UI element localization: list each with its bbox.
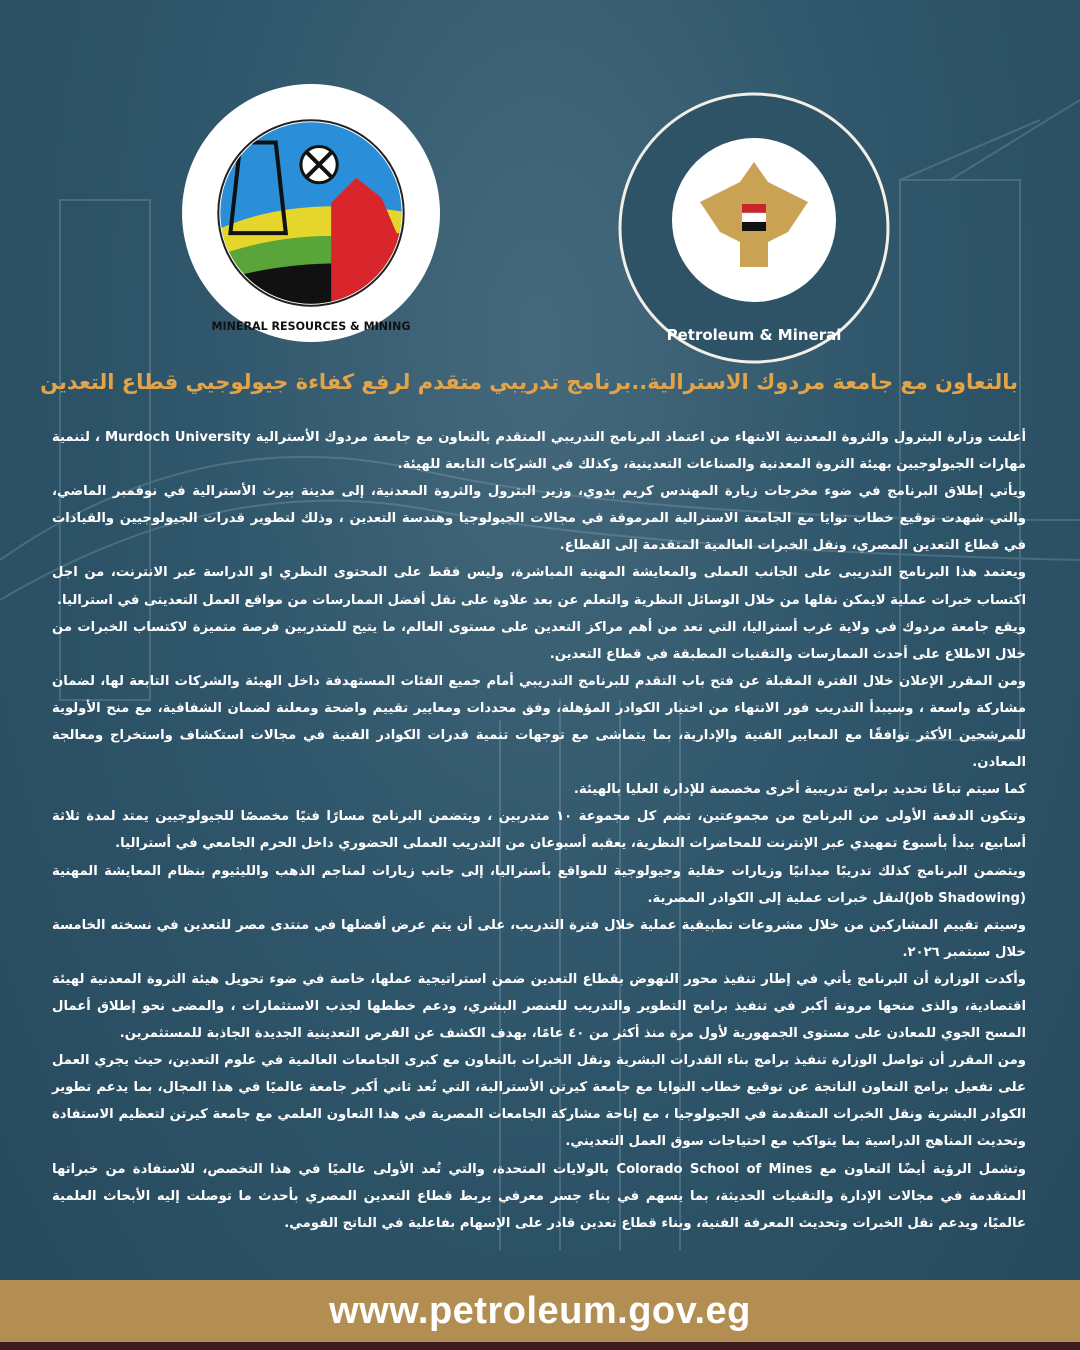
bottom-strip <box>0 1342 1080 1350</box>
paragraph: أعلنت وزارة البترول والثروة المعدنية الانتهاء من اعتماد البرنامج التدريبي المتقدم بالتعاون مع جامعة مردوك الأسترالية Murdoch University ، لتنمية مهارات الجيولوجيين بهيئة الثروة المعدنية والصناعات التعدينية، وكذلك في الشركات التابعة للهيئة. <box>52 430 1027 473</box>
paragraph: وتشمل الرؤية أيضًا التعاون مع Colorado School of Mines بالولايات المتحدة، والتي تُعد الأولى عالميًا في هذا التخصص، للاستفادة من خبراتها المتقدمة في مجالات الإدارة والتقنيات الحديثة، بما يسهم في بناء جسر معرفي يربط قطاع التعدين المصري بأحدث ما توصلت إليه الأبحاث العلمية عالميًا، ويدعم نقل الخبرات وتحديث المعرفة الفنية، وبناء قطاع تعدين قادر على الإسهام بفاعلية في الناتج القومي. <box>52 1161 1026 1231</box>
paragraph: ومن المقرر الإعلان خلال الفترة المقبلة عن فتح باب التقدم للبرنامج التدريبي أمام جميع الفئات المستهدفة داخل الهيئة والشركات التابعة لها، لضمان مشاركة واسعة ، وسيبدأ التدريب فور الانتهاء من اختيار الكوادر المؤهلة، وفق محددات ومعايير تقييم واضحة ومعلنة لضمان الشفافية، مع منح الأولوية للمرشحين الأكثر توافقًا مع المعايير الفنية والإدارية، بما يتماشى مع توجهات تنمية قدرات الكوادر الفنية في مجالات استكشاف واستخراج ومعالجة المعادن. <box>52 673 1026 771</box>
headline: بالتعاون مع جامعة مردوك الاسترالية..برنامج تدريبي متقدم لرفع كفاءة جيولوجيي قطاع التعدين <box>40 370 1018 394</box>
paragraph: ويعتمد هذا البرنامج التدريبى على الجانب العملى والمعايشة المهنية المباشرة، وليس فقط على المحتوى النظري او الدراسة عبر الانترنت، من اجل اكتساب خبرات عملية لايمكن نقلها من خلال الوسائل النظرية والتعلم عن بعد علاوة على نقل أفضل الممارسات من مواقع العمل التعدينى في استراليا. <box>52 565 1026 608</box>
paragraph: وأكدت الوزارة أن البرنامج يأتي في إطار تنفيذ محور النهوض بقطاع التعدين ضمن استراتيجية عملها، خاصة في ضوء تحويل هيئة الثروة المعدنية لهيئة اقتصادية، والذى منحها مرونة أكبر في تنفيذ برامج التطوير والتدريب للعنصر البشري، ودعم خططها لجذب الاستثمارات ، والمضى نحو إطلاق أعمال المسح الجوي للمعادن على مستوى الجمهورية لأول مرة منذ أكثر من ٤٠ عامًا، بهدف الكشف عن الفرص التعدينية الجديدة الجاذبة للمستثمرين. <box>52 971 1026 1042</box>
article-body <box>52 424 1026 1237</box>
ministry-logo <box>618 92 890 364</box>
logos-row <box>0 0 1080 360</box>
paragraph: ويتضمن البرنامج كذلك تدريبًا ميدانيًا وزيارات حقلية وجيولوجية للمواقع بأستراليا، إلى جانب زيارات لمناجم الذهب والليثيوم بنظام المعايشة المهنية (Job Shadowing)لنقل خبرات عملية إلى الكوادر المصرية. <box>52 863 1026 906</box>
paragraph: كما سيتم تباعًا تحديد برامج تدريبية أخرى مخصصة للإدارة العليا بالهيئة. <box>573 782 1026 798</box>
paragraph: وتتكون الدفعة الأولى من البرنامج من مجموعتين، تضم كل مجموعة ١٠ متدربين ، ويتضمن البرنامج مسارًا فنيًا مخصصًا للجيولوجيين يمتد لمدة ثلاثة أسابيع، يبدأ بأسبوع تمهيدي عبر الإنترنت للمحاضرات النظرية، يعقبه أسبوعان من التدريب العملى الحضوري داخل الحرم الجامعي في أستراليا. <box>52 809 1027 852</box>
website-url[interactable]: www.petroleum.gov.eg <box>329 1289 751 1332</box>
svg-text:MINERAL RESOURCES & MINING: MINERAL RESOURCES & MINING <box>211 319 411 333</box>
paragraph: وسيتم تقييم المشاركين من خلال مشروعات تطبيقية عملية خلال فترة التدريب، على أن يتم عرض أفضلها في منتدى مصر للتعدين في نسخته الخامسة خلال سبتمبر ٢٠٢٦. <box>52 917 1026 960</box>
svg-text:Petroleum & Mineral: Petroleum & Mineral <box>666 326 842 344</box>
mining-authority-logo <box>180 82 442 344</box>
paragraph: ويأتي إطلاق البرنامج في ضوء مخرجات زيارة المهندس كريم بدوي، وزير البترول والثروة المعدنية، إلى مدينة بيرث الأسترالية في نوفمبر الماضي، والتي شهدت توقيع خطاب نوايا مع الجامعة الاسترالية المرموقة في مجالات الجيولوجيا وهندسة التعدين ، وذلك لتطوير قدرات الجيولوجيين والقيادات في قطاع التعدين المصري، ونقل الخبرات العالمية المتقدمة إلى القطاع. <box>52 484 1026 554</box>
paragraph: ومن المقرر أن تواصل الوزارة تنفيذ برامج بناء القدرات البشرية ونقل الخبرات بالتعاون مع كبرى الجامعات العالمية في علوم التعدين، حيث يجري العمل على تفعيل برامج التعاون الناتجة عن توقيع خطاب النوايا مع جامعة كيرتن الأسترالية، التي تُعد ثاني أكبر جامعة عالميًا في هذا المجال، بما يدعم تطوير الكوادر البشرية ونقل الخبرات المتقدمة في الجيولوجيا ، مع إتاحة مشاركة الجامعات المصرية في هذا التعاون العلمي مع جامعة كيرتن لتعظيم الاستفادة وتحديث المناهج الدراسية بما يتواكب مع احتياجات سوق العمل التعديني. <box>52 1053 1026 1150</box>
paragraph: ويقع جامعة مردوك في ولاية غرب أستراليا، التي تعد من أهم مراكز التعدين على مستوى العالم، ما يتيح للمتدربين فرصة متميزة لاكتساب الخبرات من خلال الاطلاع على أحدث الممارسات والتقنيات المطبقة في قطاع التعدين. <box>52 619 1026 662</box>
footer-band <box>0 1280 1080 1342</box>
